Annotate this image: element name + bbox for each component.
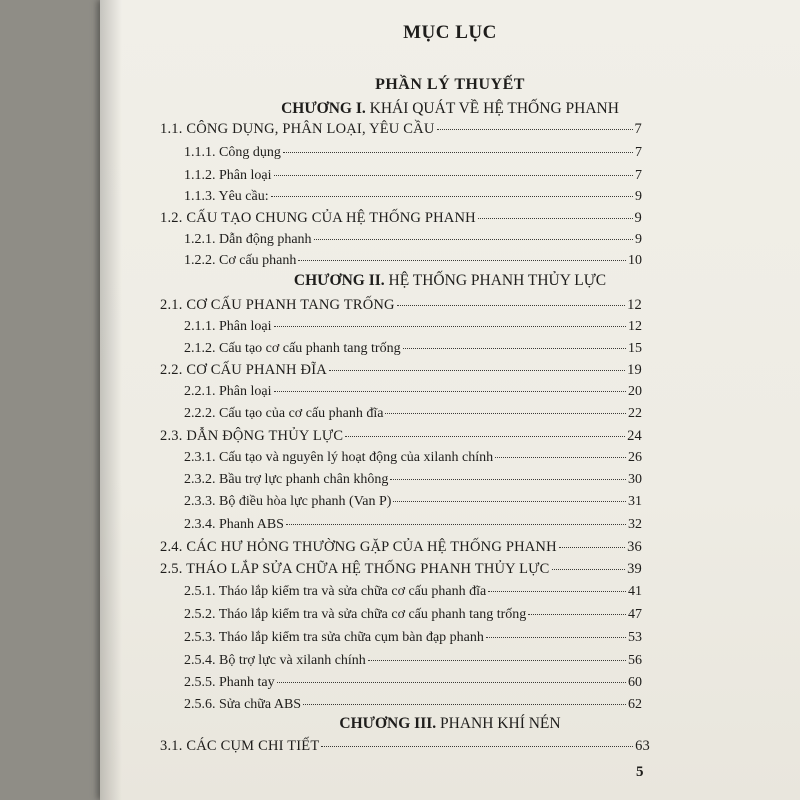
leader-dots: [286, 524, 626, 525]
toc-entry[interactable]: [184, 584, 642, 600]
toc-entry-page: 41: [628, 584, 642, 599]
toc-entry-text: 2.1.2. Cấu tạo cơ cấu phanh tang trống: [184, 341, 401, 356]
chapter-heading-2: [100, 272, 800, 290]
page-number: 5: [636, 764, 644, 780]
toc-entry[interactable]: [160, 210, 642, 227]
toc-entry-page: 7: [635, 145, 642, 160]
toc-entry-page: 7: [635, 168, 642, 183]
toc-entry-text: 2.5.6. Sửa chữa ABS: [184, 697, 302, 712]
chapter-title: PHANH KHÍ NÉN: [440, 715, 561, 732]
toc-entry[interactable]: [160, 561, 642, 578]
toc-entry[interactable]: [184, 675, 642, 691]
leader-dots: [393, 501, 626, 502]
leader-dots: [298, 260, 626, 261]
leader-dots: [345, 436, 625, 437]
toc-entry-page: 53: [628, 630, 642, 645]
leader-dots: [283, 152, 633, 153]
toc-title: MỤC LỤC: [403, 22, 497, 43]
toc-entry[interactable]: [160, 297, 642, 314]
toc-entry-page: 12: [628, 319, 642, 334]
toc-entry[interactable]: [184, 697, 642, 713]
toc-entry[interactable]: [184, 384, 642, 400]
toc-entry-text: 2.3.4. Phanh ABS: [184, 517, 284, 532]
toc-entry[interactable]: [184, 341, 642, 357]
toc-entry[interactable]: [160, 428, 642, 445]
toc-entry-text: 2.2. CƠ CẤU PHANH ĐĨA: [160, 362, 327, 378]
leader-dots: [495, 457, 626, 458]
chapter-heading-3: [100, 715, 800, 733]
toc-entry[interactable]: [184, 319, 642, 335]
toc-entry-text: 2.2.2. Cấu tạo của cơ cấu phanh đĩa: [184, 406, 384, 421]
toc-entry-text: 1.2. CẤU TẠO CHUNG CỦA HỆ THỐNG PHANH: [160, 210, 476, 226]
toc-entry-text: 2.1.1. Phân loại: [184, 319, 272, 334]
toc-entry-text: 2.5.1. Tháo lắp kiểm tra và sửa chữa cơ cấu phanh đĩa: [184, 584, 487, 599]
toc-entry[interactable]: [160, 738, 650, 755]
page-binding-shadow: [100, 0, 122, 800]
toc-entry-text: 2.3.3. Bộ điều hòa lực phanh (Van P): [184, 494, 392, 509]
chapter-heading-1: [100, 100, 800, 118]
toc-entry-text: 1.1. CÔNG DỤNG, PHÂN LOẠI, YÊU CẦU: [160, 121, 435, 137]
toc-entry-text: 3.1. CÁC CỤM CHI TIẾT: [160, 738, 320, 754]
toc-entry-text: 2.5. THÁO LẮP SỬA CHỮA HỆ THỐNG PHANH THỦY LỰC: [160, 561, 550, 577]
toc-entry-page: 10: [628, 253, 642, 268]
chapter-label: CHƯƠNG I.: [281, 100, 366, 117]
toc-entry-text: 1.2.2. Cơ cấu phanh: [184, 253, 297, 268]
toc-entry-page: 36: [627, 539, 642, 555]
toc-entry[interactable]: [160, 121, 642, 138]
leader-dots: [314, 239, 633, 240]
toc-entry[interactable]: [184, 607, 642, 623]
toc-entry-text: 1.2.1. Dẫn động phanh: [184, 232, 312, 247]
toc-entry-text: 2.3.1. Cấu tạo và nguyên lý hoạt động của xilanh chính: [184, 450, 494, 465]
part-title: PHẦN LÝ THUYẾT: [375, 76, 525, 93]
toc-entry-page: 31: [628, 494, 642, 509]
leader-dots: [552, 569, 626, 570]
toc-entry-page: 12: [627, 297, 642, 313]
toc-entry-text: 1.1.2. Phân loại: [184, 168, 272, 183]
toc-entry-page: 19: [627, 362, 642, 378]
toc-entry[interactable]: [184, 406, 642, 422]
toc-entry-page: 9: [635, 189, 642, 204]
toc-entry-page: 30: [628, 472, 642, 487]
toc-entry-text: 2.2.1. Phân loại: [184, 384, 272, 399]
toc-entry-page: 9: [635, 232, 642, 247]
toc-entry-text: 2.5.3. Tháo lắp kiểm tra sửa chữa cụm bàn đạp phanh: [184, 630, 484, 645]
leader-dots: [437, 129, 633, 130]
leader-dots: [368, 660, 626, 661]
toc-entry-text: 2.3. DẪN ĐỘNG THỦY LỰC: [160, 428, 344, 444]
toc-entry[interactable]: [184, 232, 642, 248]
leader-dots: [403, 348, 626, 349]
leader-dots: [390, 479, 626, 480]
toc-entry-page: 63: [635, 738, 650, 754]
toc-entry-page: 62: [628, 697, 642, 712]
toc-entry-text: 1.1.1. Công dụng: [184, 145, 281, 160]
toc-entry-page: 9: [634, 210, 642, 226]
toc-entry-page: 39: [627, 561, 642, 577]
chapter-title: KHÁI QUÁT VỀ HỆ THỐNG PHANH: [369, 100, 619, 117]
leader-dots: [303, 704, 626, 705]
toc-entry[interactable]: [184, 450, 642, 466]
toc-entry-page: 24: [627, 428, 642, 444]
leader-dots: [277, 682, 626, 683]
toc-entry-page: 7: [634, 121, 642, 137]
toc-entry-page: 56: [628, 653, 642, 668]
toc-entry[interactable]: [184, 145, 642, 161]
chapter-title: HỆ THỐNG PHANH THỦY LỰC: [388, 272, 607, 289]
leader-dots: [559, 547, 625, 548]
toc-entry[interactable]: [184, 253, 642, 269]
toc-entry-text: 2.3.2. Bầu trợ lực phanh chân không: [184, 472, 389, 487]
toc-entry-page: 32: [628, 517, 642, 532]
toc-entry-page: 15: [628, 341, 642, 356]
leader-dots: [486, 637, 626, 638]
leader-dots: [397, 305, 625, 306]
toc-entry[interactable]: [184, 189, 642, 205]
toc-entry-page: 22: [628, 406, 642, 421]
leader-dots: [274, 326, 627, 327]
toc-entry-page: 60: [628, 675, 642, 690]
toc-entry[interactable]: [184, 630, 642, 646]
toc-entry-text: 2.5.2. Tháo lắp kiểm tra và sửa chữa cơ cấu phanh tang trống: [184, 607, 527, 622]
toc-entry-text: 2.4. CÁC HƯ HỎNG THƯỜNG GẶP CỦA HỆ THỐNG PHANH: [160, 539, 557, 555]
toc-entry[interactable]: [184, 472, 642, 488]
toc-entry-page: 20: [628, 384, 642, 399]
toc-entry[interactable]: [184, 653, 642, 669]
leader-dots: [528, 614, 626, 615]
toc-entry[interactable]: [184, 168, 642, 184]
toc-entry-text: 2.5.4. Bộ trợ lực và xilanh chính: [184, 653, 366, 668]
leader-dots: [329, 370, 625, 371]
leader-dots: [271, 196, 633, 197]
toc-entry-page: 47: [628, 607, 642, 622]
toc-entry[interactable]: [184, 494, 642, 510]
toc-entry[interactable]: [184, 517, 642, 533]
chapter-label: CHƯƠNG III.: [339, 715, 437, 732]
toc-entry-text: 1.1.3. Yêu cầu:: [184, 189, 269, 204]
leader-dots: [385, 413, 626, 414]
toc-entry-text: 2.5.5. Phanh tay: [184, 675, 275, 690]
toc-entry[interactable]: [160, 539, 642, 556]
toc-entry[interactable]: [160, 362, 642, 379]
leader-dots: [321, 746, 633, 747]
toc-entry-text: 2.1. CƠ CẤU PHANH TANG TRỐNG: [160, 297, 395, 313]
chapter-label: CHƯƠNG II.: [293, 272, 385, 289]
leader-dots: [274, 175, 634, 176]
leader-dots: [488, 591, 626, 592]
toc-entry-page: 26: [628, 450, 642, 465]
leader-dots: [478, 218, 633, 219]
leader-dots: [274, 391, 627, 392]
